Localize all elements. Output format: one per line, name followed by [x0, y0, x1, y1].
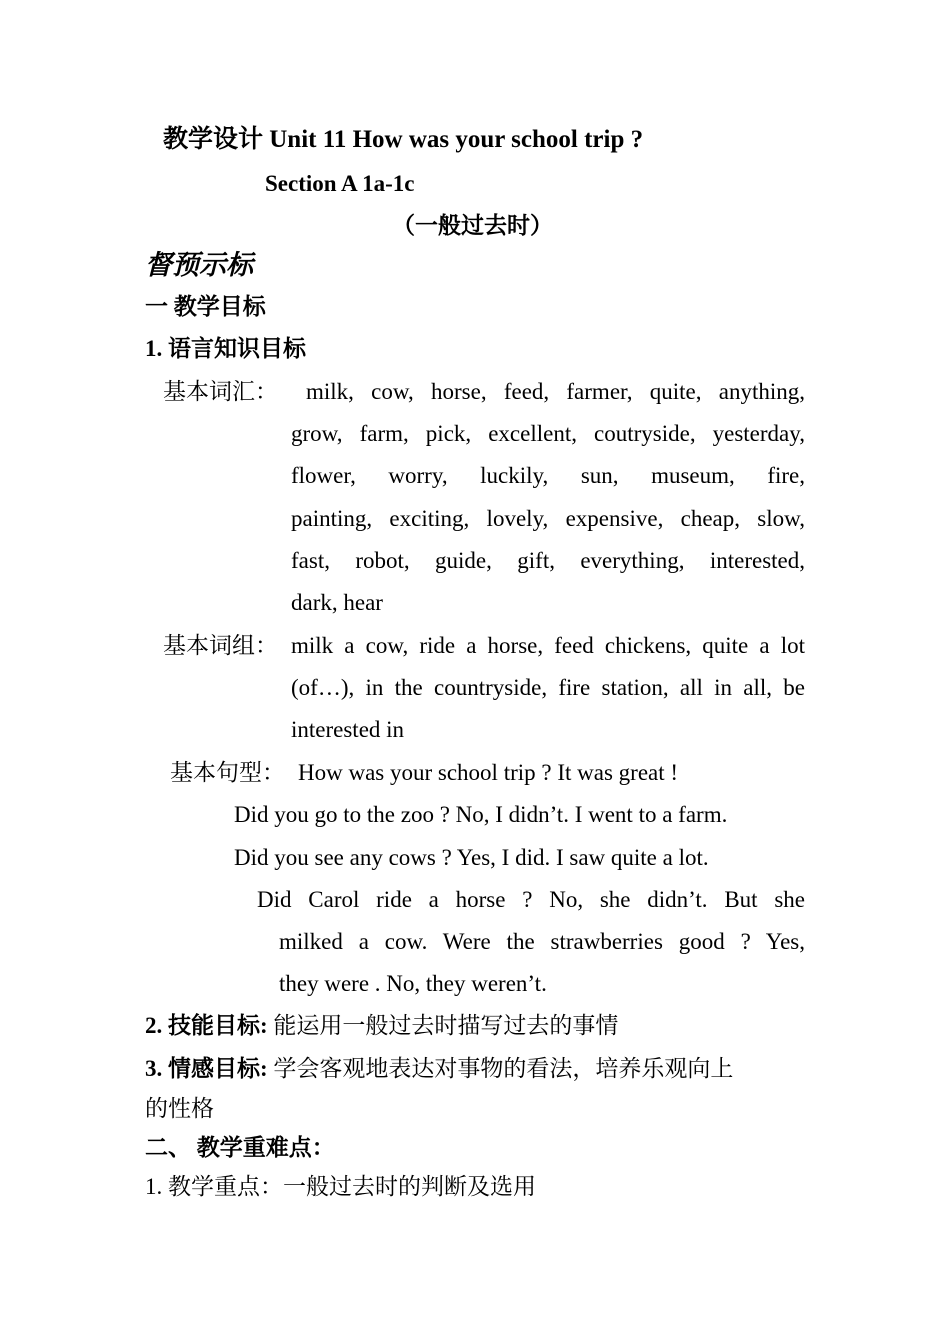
- vocab-line: painting, exciting, lovely, expensive, cheap, slow,: [291, 506, 805, 531]
- vocab-label: 基本词汇：: [163, 379, 278, 404]
- vocab-line: fast, robot, guide, gift, everything, interested,: [291, 548, 805, 573]
- goal2: [145, 1010, 618, 1042]
- sentence-line: Did you see any cows ? Yes, I did. I saw quite a lot.: [234, 845, 709, 870]
- sentence-line: they were . No, they weren’t.: [279, 971, 547, 996]
- goal1-heading: 1. 语言知识目标: [145, 336, 306, 361]
- goal3-text: 学会客观地表达对事物的看法，培养乐观向上: [267, 1056, 734, 1081]
- vocab-line: dark, hear: [291, 590, 383, 615]
- phrases-line: (of…), in the countryside, fire station, all in all, be: [291, 675, 805, 700]
- vocab-line: flower, worry, luckily, sun, museum, fire,: [291, 463, 805, 488]
- phrases-line: interested in: [291, 717, 405, 742]
- goal3-label: 3. 情感目标:: [145, 1056, 268, 1081]
- phrases-line: milk a cow, ride a horse, feed chickens, quite a lot: [291, 633, 805, 658]
- document-subtitle: Section A 1a-1c: [265, 171, 415, 196]
- keypoint-1: 1. 教学重点：一般过去时的判断及选用: [145, 1174, 536, 1199]
- goal3: [145, 1053, 733, 1085]
- goal3-continuation: 的性格: [145, 1096, 214, 1121]
- sentence-line: Did you go to the zoo ? No, I didn’t. I went to a farm.: [234, 802, 728, 827]
- sentences-label: 基本句型：: [170, 760, 285, 785]
- sentence-line: How was your school trip ? It was great !: [298, 760, 679, 785]
- vocab-line: milk, cow, horse, feed, farmer, quite, anything,: [306, 379, 805, 404]
- goal2-text: 能运用一般过去时描写过去的事情: [267, 1013, 619, 1038]
- goal2-label: 2. 技能目标:: [145, 1013, 268, 1038]
- sentence-line: Did Carol ride a horse ? No, she didn’t. But she: [257, 887, 805, 912]
- part2-heading: 二、 教学重难点：: [145, 1135, 335, 1160]
- section-heading: 督预示标: [145, 250, 253, 280]
- sentence-line: milked a cow. Were the strawberries good ? Yes,: [279, 929, 805, 954]
- phrases-label: 基本词组：: [163, 633, 278, 658]
- document-title: 教学设计 Unit 11 How was your school trip ?: [163, 126, 644, 153]
- vocab-line: grow, farm, pick, excellent, coutryside, yesterday,: [291, 421, 805, 446]
- part1-heading: 一 教学目标: [145, 294, 266, 319]
- grammar-topic: （一般过去时）: [392, 213, 553, 238]
